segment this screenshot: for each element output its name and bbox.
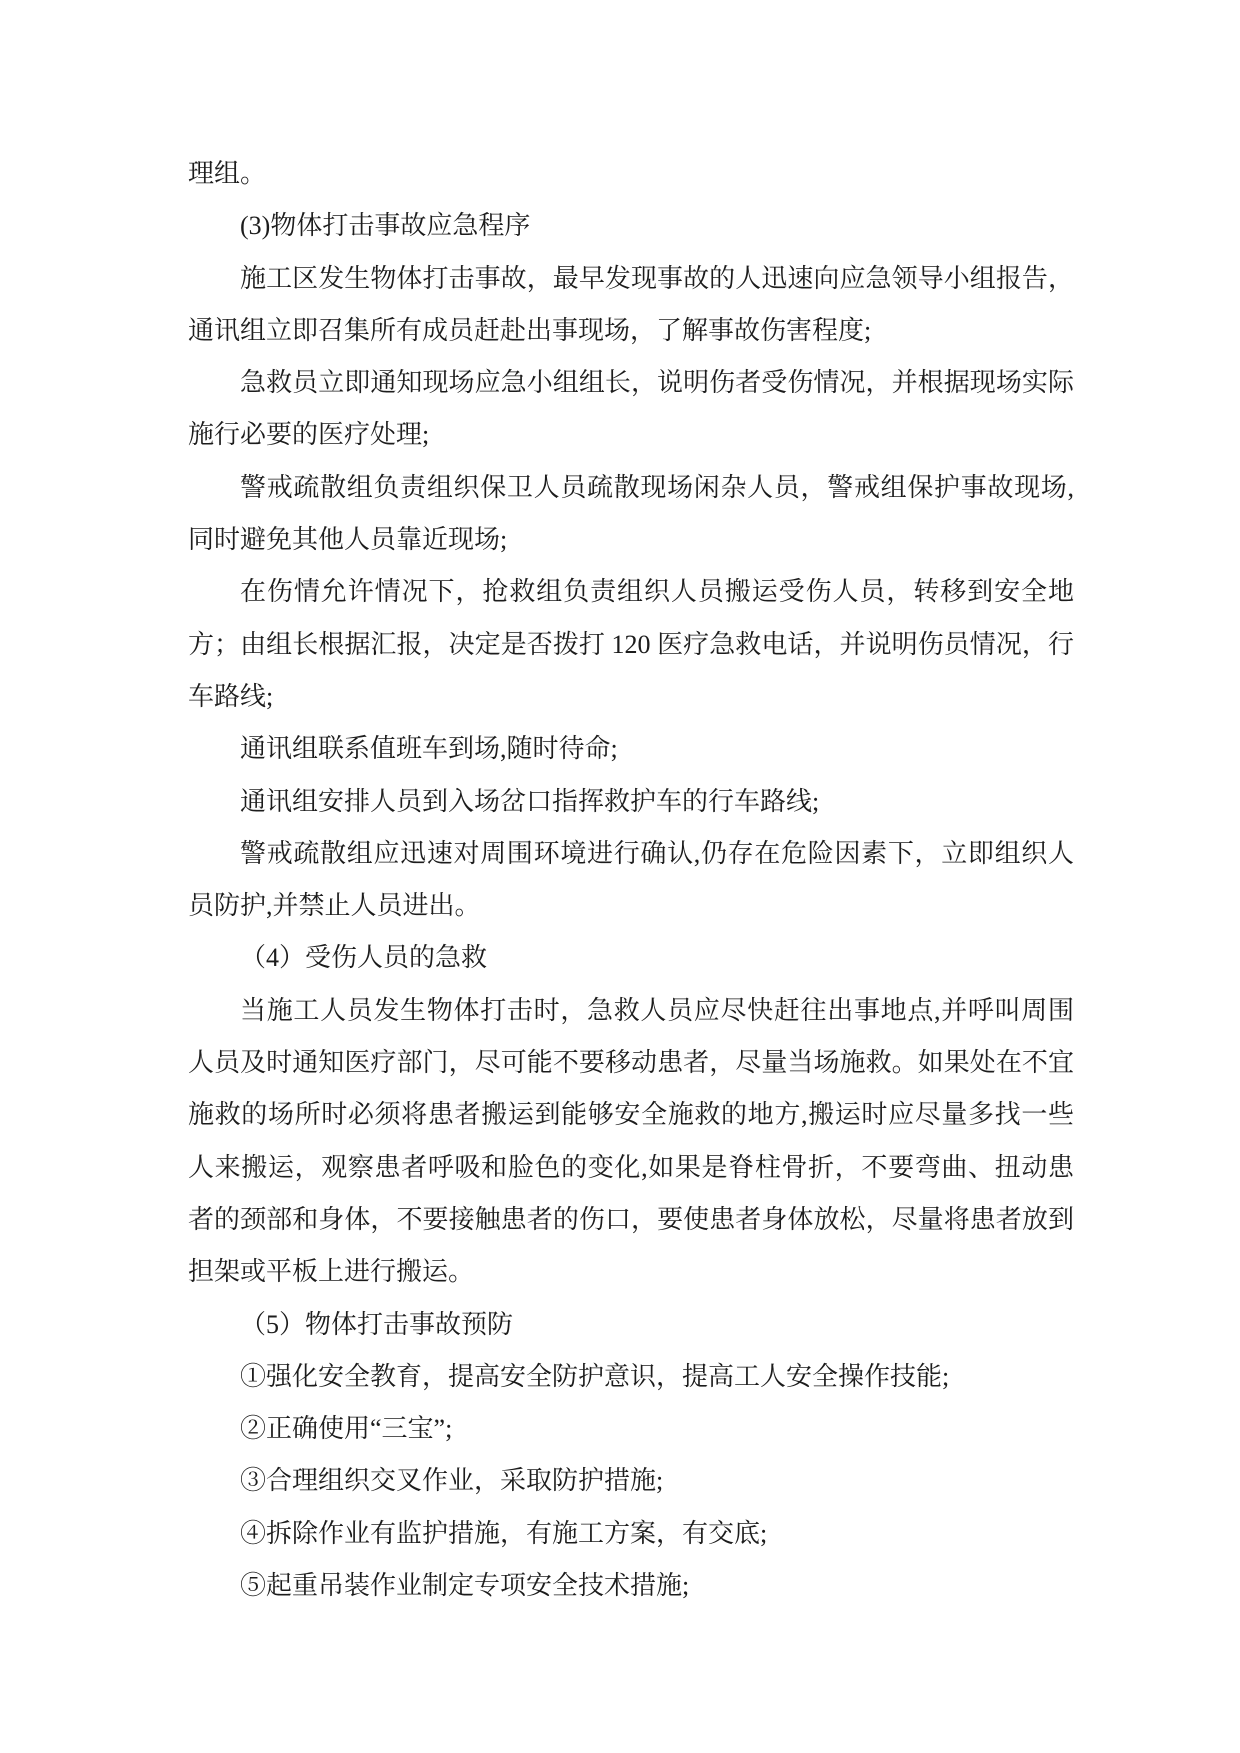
paragraph: (3)物体打击事故应急程序 [240,211,531,241]
paragraph: ⑤起重吊装作业制定专项安全技术措施; [240,1571,690,1601]
paragraph: 急救员立即通知现场应急小组组长，说明伤者受伤情况，并根据现场实际施行必要的医疗处理; [188,368,1074,450]
paragraph: ③合理组织交叉作业，采取防护措施; [240,1466,664,1496]
paragraph: 施工区发生物体打击事故，最早发现事故的人迅速向应急领导小组报告，通讯组立即召集所有成员赶赴出事现场，了解事故伤害程度; [188,263,1074,345]
paragraph: ④拆除作业有监护措施，有施工方案，有交底; [240,1518,768,1548]
paragraph: 当施工人员发生物体打击时，急救人员应尽快赶往出事地点,并呼叫周围人员及时通知医疗部门，尽可能不要移动患者，尽量当场施救。如果处在不宜施救的场所时必须将患者搬运到能够安全施救的地方,搬运时应尽量多找一些人来搬运，观察患者呼吸和脸色的变化,如果是脊柱骨折，不要弯曲、扭动患者的颈部和身体，不要接触患者的伤口，要使患者身体放松，尽量将患者放到担架或平板上进行搬运。 [188,995,1074,1287]
paragraph: 警戒疏散组应迅速对周围环境进行确认,仍存在危险因素下，立即组织人员防护,并禁止人员进出。 [188,838,1074,921]
paragraph: 理组。 [188,159,267,188]
paragraph: ②正确使用“三宝”; [240,1414,453,1444]
paragraph: （4）受伤人员的急救 [240,943,488,973]
paragraph: 警戒疏散组负责组织保卫人员疏散现场闲杂人员，警戒组保护事故现场,同时避免其他人员靠近现场; [188,472,1074,555]
paragraph: ①强化安全教育，提高安全防护意识，提高工人安全操作技能; [240,1361,950,1391]
paragraph: （5）物体打击事故预防 [240,1309,514,1339]
paragraph: 通讯组安排人员到入场岔口指挥救护车的行车路线; [240,786,820,816]
paragraph: 在伤情允许情况下，抢救组负责组织人员搬运受伤人员，转移到安全地方；由组长根据汇报，决定是否拨打 120 医疗急救电话，并说明伤员情况，行车路线; [188,577,1074,711]
document-body [188,148,1074,1612]
paragraph: 通讯组联系值班车到场,随时待命; [240,734,618,764]
